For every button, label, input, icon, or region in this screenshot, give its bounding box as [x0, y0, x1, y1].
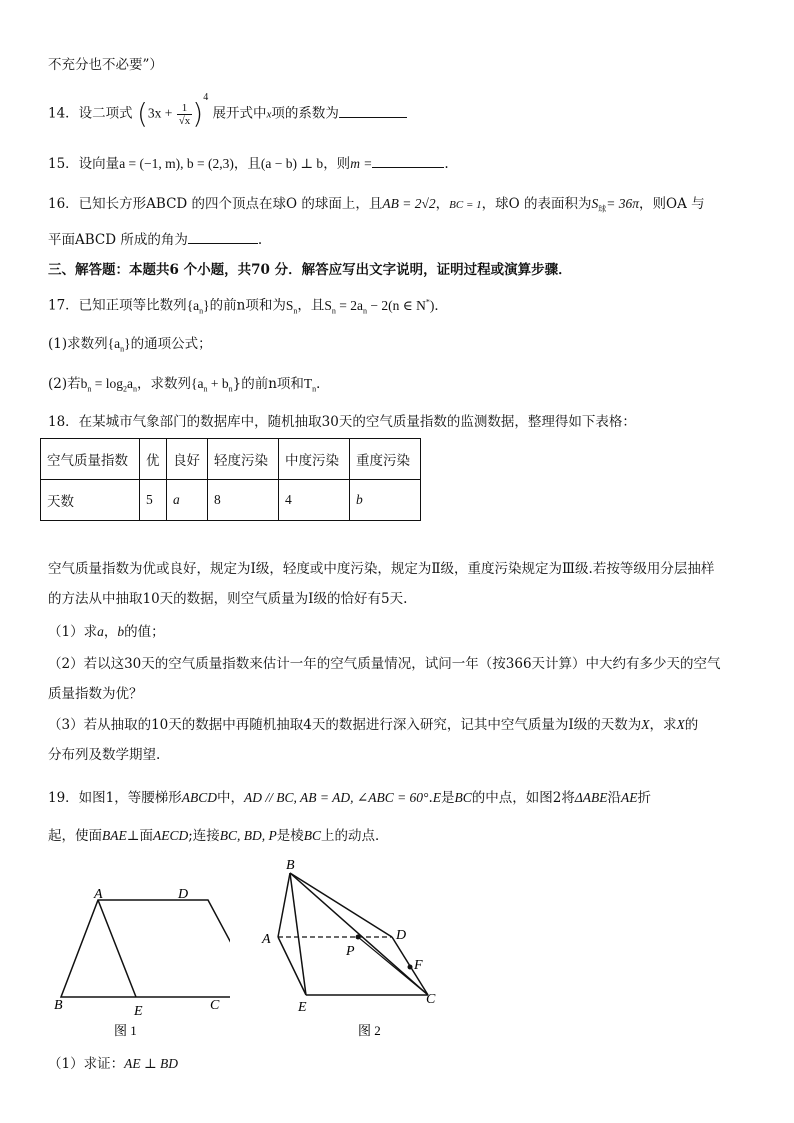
- q14-answer-blank[interactable]: [339, 103, 407, 118]
- q18-p3-b: ，求: [649, 717, 677, 733]
- label-e: E: [298, 1000, 307, 1015]
- q14-power: 4: [203, 92, 209, 103]
- q17-stem-b: 的前n项和为: [209, 297, 286, 314]
- figure-1-caption: 图 1: [114, 1023, 137, 1038]
- q17-p2-f-sub: n: [228, 384, 233, 394]
- q17-stem-a: 17．已知正项等比数列: [48, 297, 187, 314]
- q17-p2-expr: $b_n = \log_2a_n$: [80, 376, 137, 394]
- q19-l2-a: 起，使面: [48, 828, 102, 844]
- q16-answer-blank[interactable]: [188, 229, 258, 244]
- q19-bc2: BC: [303, 828, 322, 843]
- q18-part1: [48, 622, 165, 642]
- q18-p1-var-a: a: [97, 624, 104, 639]
- section-3-heading: 三、解答题：本题共6 个小题，共70 分．解答应写出文字说明，证明过程或演算步骤．: [48, 262, 572, 278]
- label-a: A: [94, 887, 103, 902]
- q19-bae: BAE: [102, 828, 127, 843]
- q17-stem-c: ，且: [297, 297, 325, 314]
- q17-p2-end: ．: [316, 376, 330, 392]
- label-b: B: [54, 998, 63, 1013]
- q17-p2-g: }的前n项和: [232, 376, 304, 392]
- q19-p1-a: （1）求证：: [48, 1056, 125, 1072]
- q18-p1-sep: ，: [103, 624, 118, 640]
- q18-p3-c: 的: [684, 717, 699, 733]
- q17-cond-end: )．: [429, 297, 448, 313]
- table-cell: 8: [208, 480, 279, 521]
- question-19-line1: [48, 788, 651, 808]
- label-a: A: [262, 932, 271, 947]
- q16-line2-end: .: [257, 232, 263, 248]
- label-p: P: [346, 944, 355, 959]
- q19-aecd: AECD: [152, 828, 189, 843]
- prev-question-tail: 不充分也不必要”）: [48, 57, 163, 73]
- q16-prefix: 16．已知长方形ABCD 的四个顶点在球O 的球面上，且: [48, 196, 383, 212]
- air-quality-table: [40, 438, 421, 521]
- q16-end: ，则OA 与: [639, 196, 705, 212]
- q17-cond-b: − 2(n ∈ N: [370, 297, 426, 313]
- q17-p2-a-sub: n: [133, 384, 137, 394]
- q19-part1: [48, 1054, 178, 1074]
- q17-p2-t-sub: n: [312, 384, 317, 394]
- label-d: D: [396, 928, 407, 943]
- q18-p1-var-b: b: [117, 624, 125, 639]
- q15-answer-blank[interactable]: [372, 153, 444, 168]
- q17-s: S: [285, 297, 294, 313]
- question-16-line1: [48, 194, 705, 220]
- q17-cond-a-sub: n: [363, 306, 367, 316]
- q18-para2: 的方法从中抽取10天的数据，则空气质量为Ⅰ级的恰好有5天.: [48, 591, 408, 607]
- q16-ab: AB = 2√2: [382, 196, 436, 211]
- trapezoid-abcd: [61, 900, 230, 997]
- q18-p3-x2: X: [676, 717, 685, 732]
- q19-abcd: ABCD: [181, 790, 218, 805]
- q14-suffix-a: 展开式中: [212, 105, 267, 122]
- question-19-line2: [48, 826, 389, 846]
- q17-p2-log: = log: [94, 376, 123, 391]
- q19-l1-g: 折: [637, 790, 652, 806]
- table-header-cell: 优: [140, 439, 167, 480]
- q15-mid: ，且: [233, 156, 261, 172]
- q19-ae: AE: [621, 790, 638, 805]
- q17-p2-e-sub: n: [203, 384, 208, 394]
- q17-sn: [285, 297, 298, 316]
- q19-l2-b: ⊥面: [126, 828, 153, 844]
- table-header-cell: 空气质量指数: [41, 439, 140, 480]
- edge-bd: [290, 873, 392, 937]
- table-header-cell: 轻度污染: [208, 439, 279, 480]
- q16-line2: 平面ABCD 所成的角为: [48, 232, 188, 248]
- q17-p1-b: 的通项公式；: [130, 336, 212, 352]
- q17-p2-base: 2: [123, 384, 127, 394]
- q14-left-paren: (: [136, 97, 148, 130]
- edge-bc: [290, 873, 428, 995]
- q19-l1-b: 中，: [217, 790, 245, 806]
- q18-p3-a: （3）若从抽取的10天的数据中再随机抽取4天的数据进行深入研究，记其中空气质量为Ⅰ级的天数为: [48, 717, 642, 733]
- q16-sep: ，: [435, 196, 450, 212]
- q19-l2-d: 是棱: [276, 828, 304, 844]
- q17-seq-sub: n: [199, 306, 204, 316]
- q19-l1-a: 19．如图1，等腰梯形: [48, 790, 182, 806]
- q16-bc: BC = 1: [449, 199, 482, 211]
- figure-2-caption: 图 2: [358, 1023, 381, 1038]
- table-header-row: [41, 439, 421, 480]
- figure-1-trapezoid: [50, 885, 230, 1045]
- q16-s: S: [591, 196, 599, 211]
- point-f: [408, 965, 413, 970]
- q19-e: E: [432, 790, 442, 805]
- q17-p2-d: ，求数列: [137, 376, 191, 392]
- q19-cond: AD // BC, AB = AD, ∠ABC = 60°: [244, 790, 429, 805]
- label-c: C: [426, 992, 436, 1007]
- q17-seq-a: {a: [186, 297, 200, 313]
- table-cell: a: [167, 480, 208, 521]
- figure-2-folded: [258, 855, 448, 1045]
- q19-l2-e: 上的动点．: [321, 828, 389, 844]
- question-16-line2: [48, 229, 262, 250]
- table-header-cell: 良好: [167, 439, 208, 480]
- q17-cond-s-sub: n: [331, 306, 336, 316]
- q19-tri: ΔABE: [574, 790, 608, 805]
- q17-cond-s: S: [324, 297, 332, 313]
- q19-l1-e: 的中点，如图2将: [471, 790, 575, 806]
- q19-conn: BC, BD, P: [219, 828, 277, 843]
- question-14: [48, 92, 407, 130]
- q14-inner: 3x +: [147, 105, 173, 121]
- q18-part2-line1: （2）若以这30天的空气质量指数来估计一年的空气质量情况，试问一年（按366天计算）中大约有多少天的空气: [48, 656, 721, 672]
- q14-right-paren: ): [192, 97, 204, 130]
- table-header-cell: 重度污染: [350, 439, 421, 480]
- q19-p1-b: AE ⊥ BD: [124, 1056, 179, 1071]
- q15-condition: (a − b) ⊥ b: [260, 156, 324, 171]
- q16-s-sub: 球: [598, 204, 607, 214]
- question-17-part2: [48, 374, 330, 400]
- q14-prefix: 14．设二项式: [48, 105, 133, 122]
- table-cell: b: [350, 480, 421, 521]
- q18-part3-line1: [48, 715, 698, 735]
- question-17: [48, 292, 448, 321]
- q17-cond-a: = 2a: [339, 297, 363, 313]
- q16-s-val: = 36π: [606, 196, 640, 211]
- point-p: [356, 935, 361, 940]
- label-c: C: [210, 998, 220, 1013]
- q17-p1-seq-sub: n: [120, 344, 125, 354]
- q14-fraction: [177, 102, 193, 127]
- q15-end: .: [444, 156, 449, 172]
- q17-p2-a-var: a: [127, 376, 133, 391]
- q18-p1-a: （1）求: [48, 624, 98, 640]
- q17-s-sub: n: [293, 306, 298, 316]
- segment-ae: [98, 900, 136, 997]
- q19-l1-c: .: [428, 790, 433, 806]
- q17-p2-b-sub: n: [87, 384, 92, 394]
- q17-p1-a: (1)求数列: [48, 336, 108, 352]
- edge-be: [290, 873, 306, 995]
- table-cell: 5: [140, 480, 167, 521]
- label-e: E: [134, 1004, 143, 1019]
- q18-para1: 空气质量指数为优或良好，规定为Ⅰ级，轻度或中度污染，规定为Ⅱ级，重度污染规定为Ⅲ级.若按等级用分层抽样: [48, 561, 715, 577]
- q17-p2-t: T: [303, 376, 313, 391]
- label-f: F: [414, 958, 423, 973]
- q15-prefix: 15．设向量: [48, 156, 120, 172]
- q18-part2-line2: 质量指数为优？: [48, 686, 143, 702]
- q19-l1-d: 是: [441, 790, 455, 806]
- question-15: [48, 153, 449, 174]
- table-header-cell: 中度污染: [279, 439, 350, 480]
- q14-frac-den: √x: [178, 114, 191, 127]
- table-cell: 天数: [41, 480, 140, 521]
- question-17-part1: [48, 334, 212, 360]
- q17-seq: $\{a_n\}$: [186, 297, 210, 316]
- table-row: [41, 480, 421, 521]
- q17-p1-seq: $\{a_n\}$: [107, 336, 131, 354]
- q17-p2-e: {a: [191, 376, 204, 391]
- q18-part3-line2: 分布列及数学期望.: [48, 747, 161, 763]
- question-18-stem: 18．在某城市气象部门的数据库中，随机抽取30天的空气质量指数的监测数据，整理得如下表格：: [48, 414, 636, 430]
- q17-p2-a: (2)若: [48, 376, 81, 392]
- q17-cond: [324, 297, 448, 316]
- q16-mid: ，球O 的表面积为: [481, 196, 592, 212]
- q17-p2-f: + b: [210, 376, 229, 391]
- label-b: B: [286, 858, 295, 873]
- q17-p1-seq-a: {a: [107, 336, 121, 351]
- q15-var: m =: [350, 156, 373, 171]
- q15-mid2: ，则: [323, 156, 351, 172]
- q19-l2-c: ;连接: [188, 828, 220, 844]
- q19-l1-f: 沿: [607, 790, 622, 806]
- q15-vectors: a = (−1, m), b = (2,3): [119, 156, 234, 171]
- q19-bc: BC: [454, 790, 472, 805]
- q14-var: x: [266, 108, 272, 121]
- label-d: D: [178, 887, 189, 902]
- edge-ba: [278, 873, 290, 937]
- q14-frac-num: 1: [177, 102, 193, 115]
- table-cell: 4: [279, 480, 350, 521]
- q17-p2-seq: [191, 376, 233, 394]
- q17-cond-star: *: [425, 297, 430, 306]
- q18-p3-x: X: [641, 717, 650, 732]
- q14-suffix-b: 项的系数为: [271, 105, 339, 122]
- q18-p1-end: 的值；: [124, 624, 165, 640]
